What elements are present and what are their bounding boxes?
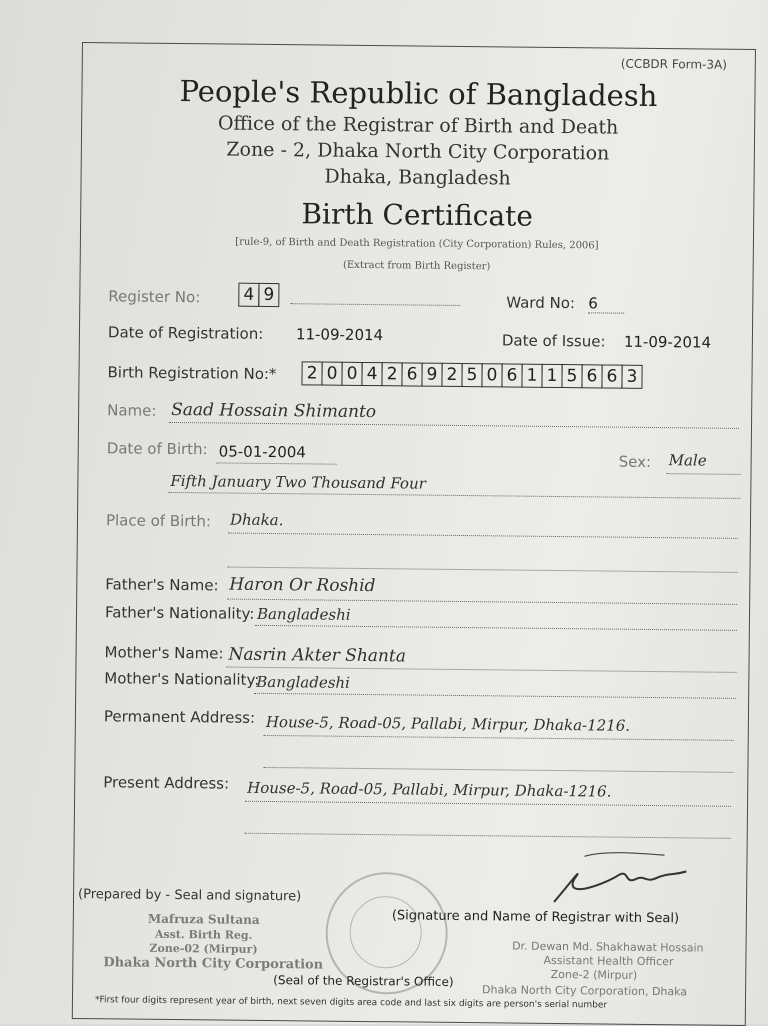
- birth-reg-digit: 6: [401, 362, 422, 386]
- document-title: Birth Certificate: [301, 197, 534, 233]
- mother-nationality-label: Mother's Nationality:: [104, 669, 260, 689]
- mother-name-value: Nasrin Akter Shanta: [228, 644, 406, 667]
- birth-reg-digit: 9: [421, 363, 442, 387]
- place-of-birth-line-2: [228, 567, 738, 573]
- prepared-by-stamp-zone: Zone-02 (Mirpur): [149, 941, 258, 956]
- father-name-line: [227, 599, 737, 605]
- issue-date-value: 11-09-2014: [623, 332, 712, 352]
- registrar-org: Dhaka North City Corporation, Dhaka: [482, 983, 688, 999]
- register-digit: 4: [238, 283, 259, 307]
- birth-reg-digit: 3: [621, 365, 642, 389]
- registrar-signature: [544, 844, 695, 916]
- permanent-address-line-2: [263, 767, 733, 773]
- seal-label: (Seal of the Registrar's Office): [273, 973, 454, 989]
- ward-value: 6: [588, 294, 624, 313]
- birth-reg-digit: 0: [321, 362, 342, 386]
- registrar-title: Assistant Health Officer: [543, 953, 674, 969]
- mother-nationality-value: Bangladeshi: [256, 672, 351, 692]
- dob-value: 05-01-2004: [218, 442, 306, 462]
- birth-reg-digit: 2: [381, 362, 402, 386]
- birth-reg-digit: 0: [481, 363, 502, 387]
- birth-reg-digit: 5: [561, 364, 582, 388]
- permanent-address-line: [264, 735, 734, 741]
- father-nationality-value: Bangladeshi: [256, 604, 351, 624]
- country-title: People's Republic of Bangladesh: [179, 74, 658, 114]
- sex-line: [667, 473, 741, 475]
- present-address-line: [245, 801, 731, 807]
- name-value: Saad Hossain Shimanto: [171, 399, 377, 423]
- registrar-zone: Zone-2 (Mirpur): [550, 967, 638, 982]
- father-nationality-label: Father's Nationality:: [104, 603, 255, 623]
- present-address-label: Present Address:: [103, 773, 230, 793]
- dob-words-line: [168, 492, 740, 499]
- present-address-line-2: [245, 833, 731, 839]
- form-number: (CCBDR Form-3A): [620, 56, 728, 72]
- permanent-address-label: Permanent Address:: [103, 707, 256, 727]
- present-address-value: House-5, Road-05, Pallabi, Mirpur, Dhaka-1216.: [247, 778, 612, 801]
- issue-date-label: Date of Issue:: [501, 331, 606, 351]
- registrar-label: (Signature and Name of Registrar with Seal): [391, 908, 680, 927]
- birth-reg-number-boxes: [301, 361, 641, 389]
- birth-reg-digit: 2: [441, 363, 462, 387]
- prepared-by-stamp-name: Mafruza Sultana: [147, 911, 260, 927]
- registration-date-value: 11-09-2014: [295, 325, 384, 345]
- prepared-by-label: (Prepared by - Seal and signature): [77, 887, 302, 905]
- birth-reg-digit: 5: [461, 363, 482, 387]
- mother-nationality-line: [254, 693, 736, 699]
- permanent-address-value: House-5, Road-05, Pallabi, Mirpur, Dhaka-1216.: [265, 712, 631, 735]
- city-title: Dhaka, Bangladesh: [324, 165, 511, 190]
- mother-name-label: Mother's Name:: [104, 643, 224, 663]
- dob-words-value: Fifth January Two Thousand Four: [170, 471, 426, 493]
- prepared-by-stamp-org: Dhaka North City Corporation: [103, 955, 324, 973]
- certificate-frame: [72, 42, 756, 1026]
- sex-label: Sex:: [618, 452, 652, 471]
- extract-note: (Extract from Birth Register): [342, 259, 491, 273]
- rule-reference: [rule-9, of Birth and Death Registration (City Corporation) Rules, 2006]: [235, 236, 599, 252]
- birth-reg-digit: 6: [501, 363, 522, 387]
- father-name-value: Haron Or Roshid: [229, 574, 376, 597]
- name-label: Name:: [107, 401, 157, 420]
- ward-label: Ward No:: [506, 293, 576, 313]
- name-line: [169, 422, 739, 429]
- birth-reg-digit: 2: [301, 361, 322, 385]
- father-name-label: Father's Name:: [105, 575, 219, 595]
- dob-label: Date of Birth:: [106, 439, 208, 459]
- place-of-birth-value: Dhaka.: [229, 510, 284, 530]
- register-number-boxes: [238, 283, 278, 307]
- mother-name-line: [226, 667, 736, 673]
- dob-line: [217, 462, 337, 464]
- birth-reg-digit: 4: [361, 362, 382, 386]
- birth-reg-digit: 0: [341, 362, 362, 386]
- registrar-name: Dr. Dewan Md. Shakhawat Hossain: [512, 939, 704, 955]
- sex-value: Male: [668, 451, 707, 470]
- birth-reg-digit: 1: [541, 364, 562, 388]
- office-title: Office of the Registrar of Birth and Death: [217, 112, 619, 139]
- father-nationality-line: [255, 625, 737, 631]
- birth-reg-digit: 6: [581, 364, 602, 388]
- register-line: [290, 303, 460, 306]
- footnote: *First four digits represent year of birth, next seven digits area code and last six digits are person's serial number: [94, 995, 608, 1011]
- birth-reg-digit: 6: [601, 364, 622, 388]
- birth-reg-digit: 1: [521, 364, 542, 388]
- register-label: Register No:: [108, 287, 201, 307]
- registration-date-label: Date of Registration:: [107, 323, 264, 343]
- place-of-birth-label: Place of Birth:: [105, 511, 212, 531]
- birth-reg-label: Birth Registration No:*: [107, 363, 277, 384]
- zone-title: Zone - 2, Dhaka North City Corporation: [226, 138, 610, 165]
- register-digit: 9: [258, 283, 279, 307]
- prepared-by-stamp-title: Asst. Birth Reg.: [154, 927, 253, 942]
- place-of-birth-line: [228, 533, 738, 539]
